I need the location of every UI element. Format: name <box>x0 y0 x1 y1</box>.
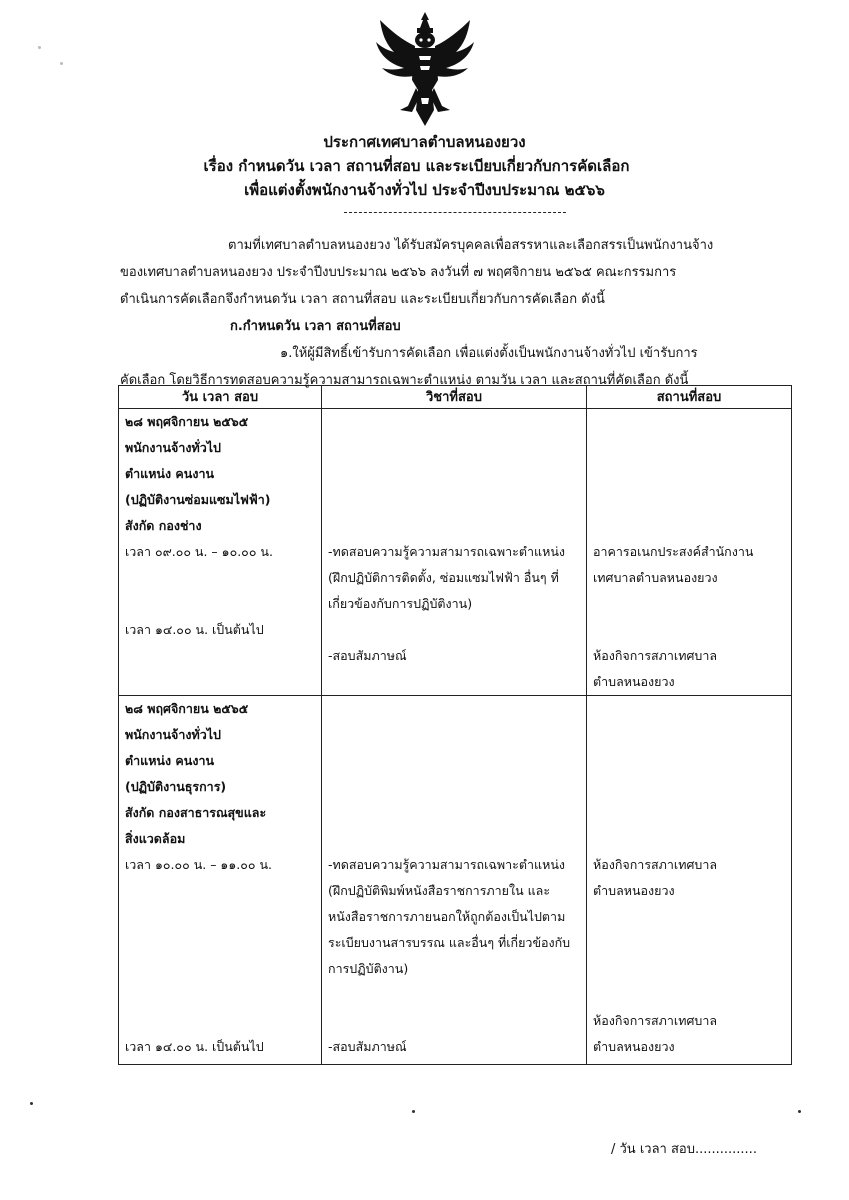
table-header-row <box>119 386 792 409</box>
datetime-cell <box>119 696 322 1065</box>
scan-speck <box>30 1102 33 1105</box>
continuation-note: / วัน เวลา สอบ............... <box>611 1142 757 1157</box>
scan-speck <box>38 46 41 49</box>
department: สังกัด กองช่าง <box>125 518 202 533</box>
position-duty: (ปฏิบัติงานธุรการ) <box>125 779 227 794</box>
document-body <box>120 232 786 394</box>
announcement-subject-continued: เพื่อแต่งตั้งพนักงานจ้างทั่วไป ประจำปีงบประมาณ ๒๕๖๖ <box>244 181 605 199</box>
scan-speck <box>798 1110 801 1113</box>
exam-date: ๒๘ พฤศจิกายน ๒๕๖๕ <box>125 701 249 716</box>
location-cell <box>587 696 792 1065</box>
column-header-subject: วิชาที่สอบ <box>322 386 587 409</box>
header-divider <box>344 212 566 213</box>
paragraph-line: ๑.ให้ผู้มีสิทธิ์เข้ารับการคัดเลือก เพื่อแต่งตั้งเป็นพนักงานจ้างทั่วไป เข้ารับการ <box>280 346 698 361</box>
interview-location: ห้องกิจการสภาเทศบาล <box>593 1013 717 1028</box>
interview-location: ห้องกิจการสภาเทศบาล <box>593 648 717 663</box>
document-header <box>0 130 849 202</box>
garuda-emblem-icon <box>372 10 478 128</box>
position-duty: (ปฏิบัติงานซ่อมแซมไฟฟ้า) <box>125 492 271 507</box>
position-name: ตำแหน่ง คนงาน <box>125 753 215 768</box>
datetime-cell <box>119 409 322 696</box>
exam-time: เวลา ๑๐.๐๐ น. – ๑๑.๐๐ น. <box>125 857 273 872</box>
scan-speck <box>412 1110 415 1113</box>
department-continued: สิ่งแวดล้อม <box>125 831 186 846</box>
announcement-title: ประกาศเทศบาลตำบลหนองยวง <box>323 133 526 151</box>
section-heading: ก.กำหนดวัน เวลา สถานที่สอบ <box>230 319 401 334</box>
paragraph-line: คัดเลือก โดยวิธีการทดสอบความรู้ความสามารถเฉพาะตำแหน่ง ตามวัน เวลา และสถานที่คัดเลือก ดังนี้ <box>120 373 689 388</box>
exam-location: อาคารอเนกประสงค์สำนักงานเทศบาลตำบลหนองยวง <box>593 544 754 585</box>
written-exam-description: -ทดสอบความรู้ความสามารถเฉพาะตำแหน่ง (ฝึกปฏิบัติการติดตั้ง, ซ่อมแซมไฟฟ้า อื่นๆ ที่เกี่ยวข้องกับการปฏิบัติงาน) <box>328 544 565 611</box>
column-header-datetime: วัน เวลา สอบ <box>119 386 322 409</box>
scan-speck <box>60 62 63 65</box>
table-row <box>119 409 792 696</box>
column-header-location: สถานที่สอบ <box>587 386 792 409</box>
exam-time: เวลา ๐๙.๐๐ น. – ๑๐.๐๐ น. <box>125 544 273 559</box>
interview-location-continued: ตำบลหนองยวง <box>593 1039 675 1054</box>
exam-schedule-table <box>118 385 792 1065</box>
subject-cell <box>322 409 587 696</box>
exam-location-continued: ตำบลหนองยวง <box>593 883 675 898</box>
position-name: ตำแหน่ง คนงาน <box>125 466 215 481</box>
written-exam-description: -ทดสอบความรู้ความสามารถเฉพาะตำแหน่ง (ฝึกปฏิบัติพิมพ์หนังสือราชการภายใน และหนังสือราชการภายนอกให้ถูกต้องเป็นไปตามระเบียบงานสารบรรณ และอื่นๆ ที่เกี่ยวข้องกับการปฏิบัติงาน) <box>328 857 571 976</box>
interview-time: เวลา ๑๔.๐๐ น. เป็นต้นไป <box>125 622 264 637</box>
table-row <box>119 696 792 1065</box>
exam-location: ห้องกิจการสภาเทศบาล <box>593 857 717 872</box>
paragraph-line: ดำเนินการคัดเลือกจึงกำหนดวัน เวลา สถานที่สอบ และระเบียบเกี่ยวกับการคัดเลือก ดังนี้ <box>120 292 605 307</box>
department: สังกัด กองสาธารณสุขและ <box>125 805 267 820</box>
employee-type: พนักงานจ้างทั่วไป <box>125 440 221 455</box>
exam-date: ๒๘ พฤศจิกายน ๒๕๖๕ <box>125 414 249 429</box>
interview-label: -สอบสัมภาษณ์ <box>328 1039 407 1054</box>
announcement-subject: เรื่อง กำหนดวัน เวลา สถานที่สอบ และระเบียบเกี่ยวกับการคัดเลือก <box>203 157 630 175</box>
employee-type: พนักงานจ้างทั่วไป <box>125 727 221 742</box>
interview-time: เวลา ๑๔.๐๐ น. เป็นต้นไป <box>125 1039 264 1054</box>
location-cell <box>587 409 792 696</box>
interview-location-continued: ตำบลหนองยวง <box>593 674 675 689</box>
interview-label: -สอบสัมภาษณ์ <box>328 648 407 663</box>
paragraph-line: ของเทศบาลตำบลหนองยวง ประจำปีงบประมาณ ๒๕๖๖ ลงวันที่ ๗ พฤศจิกายน ๒๕๖๕ คณะกรรมการ <box>120 265 677 280</box>
paragraph-line: ตามที่เทศบาลตำบลหนองยวง ได้รับสมัครบุคคลเพื่อสรรหาและเลือกสรรเป็นพนักงานจ้าง <box>228 238 714 253</box>
subject-cell <box>322 696 587 1065</box>
